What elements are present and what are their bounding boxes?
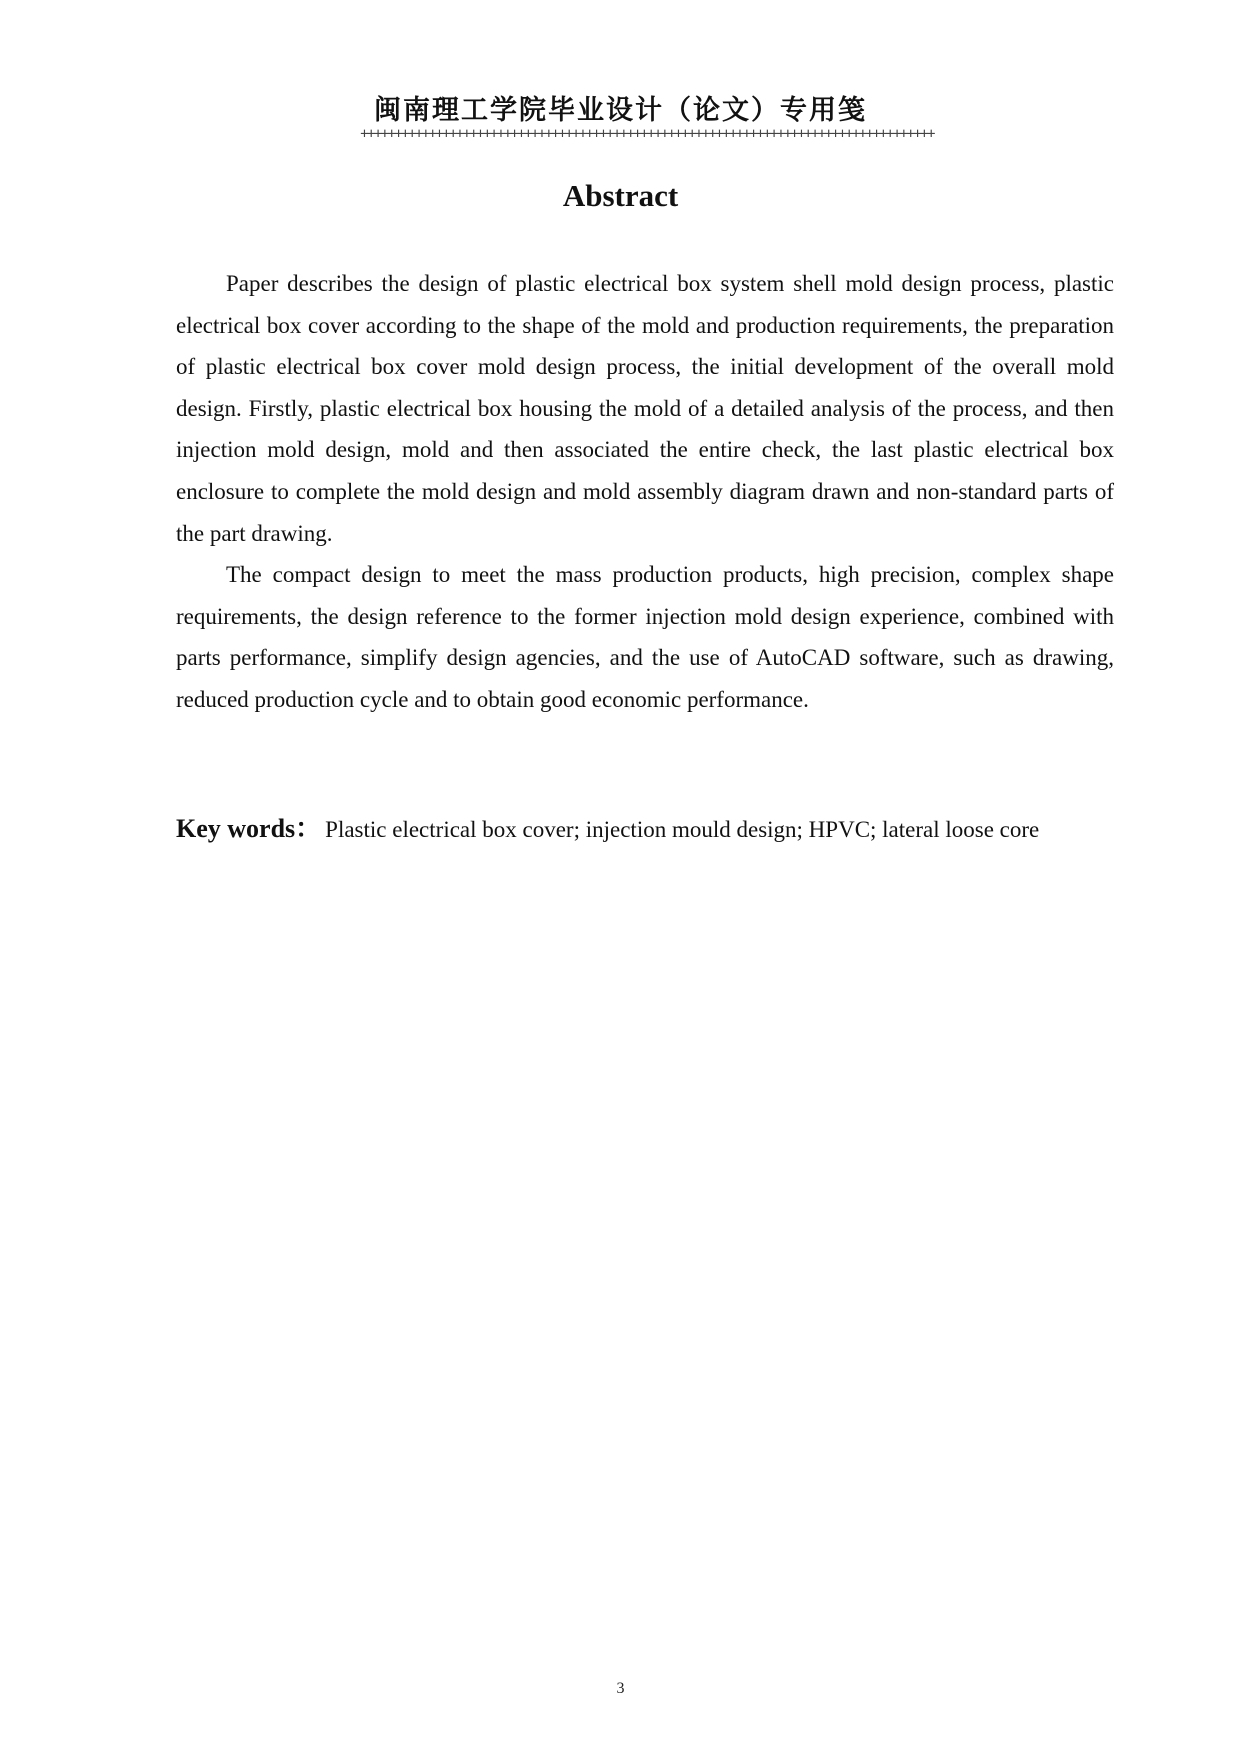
keywords-label: Key words：	[176, 814, 322, 843]
header-divider: ++++++++++++++++++++++++++++++++++++++++++++++++++++++++++++++++++++++++++++++++++++	[360, 127, 934, 141]
page-header-title: 闽南理工学院毕业设计（论文）专用笺	[374, 95, 867, 126]
page-number: 3	[616, 1680, 625, 1697]
abstract-paragraph-2: The compact design to meet the mass production products, high precision, complex shape requirements, the design reference to the former injection mold design experience, combined with parts performance, simplify design agencies, and the use of AutoCAD software, such as drawing, reduced production cycle and to obtain good economic performance.	[176, 562, 1114, 712]
keywords-text: Plastic electrical box cover; injection mould design; HPVC; lateral loose core	[325, 817, 1040, 842]
abstract-heading: Abstract	[562, 178, 679, 213]
abstract-paragraph-1: Paper describes the design of plastic electrical box system shell mold design process, plastic electrical box cover according to the shape of the mold and production requirements, the preparation of plastic electrical box cover mold design process, the initial development of the overall mold design. Firstly, plastic electrical box housing the mold of a detailed analysis of the process, and then injection mold design, mold and then associated the entire check, the last plastic electrical box enclosure to complete the mold design and mold assembly diagram drawn and non-standard parts of the part drawing.	[176, 271, 1114, 546]
keywords-line	[176, 808, 1136, 845]
abstract-body	[176, 263, 1114, 721]
